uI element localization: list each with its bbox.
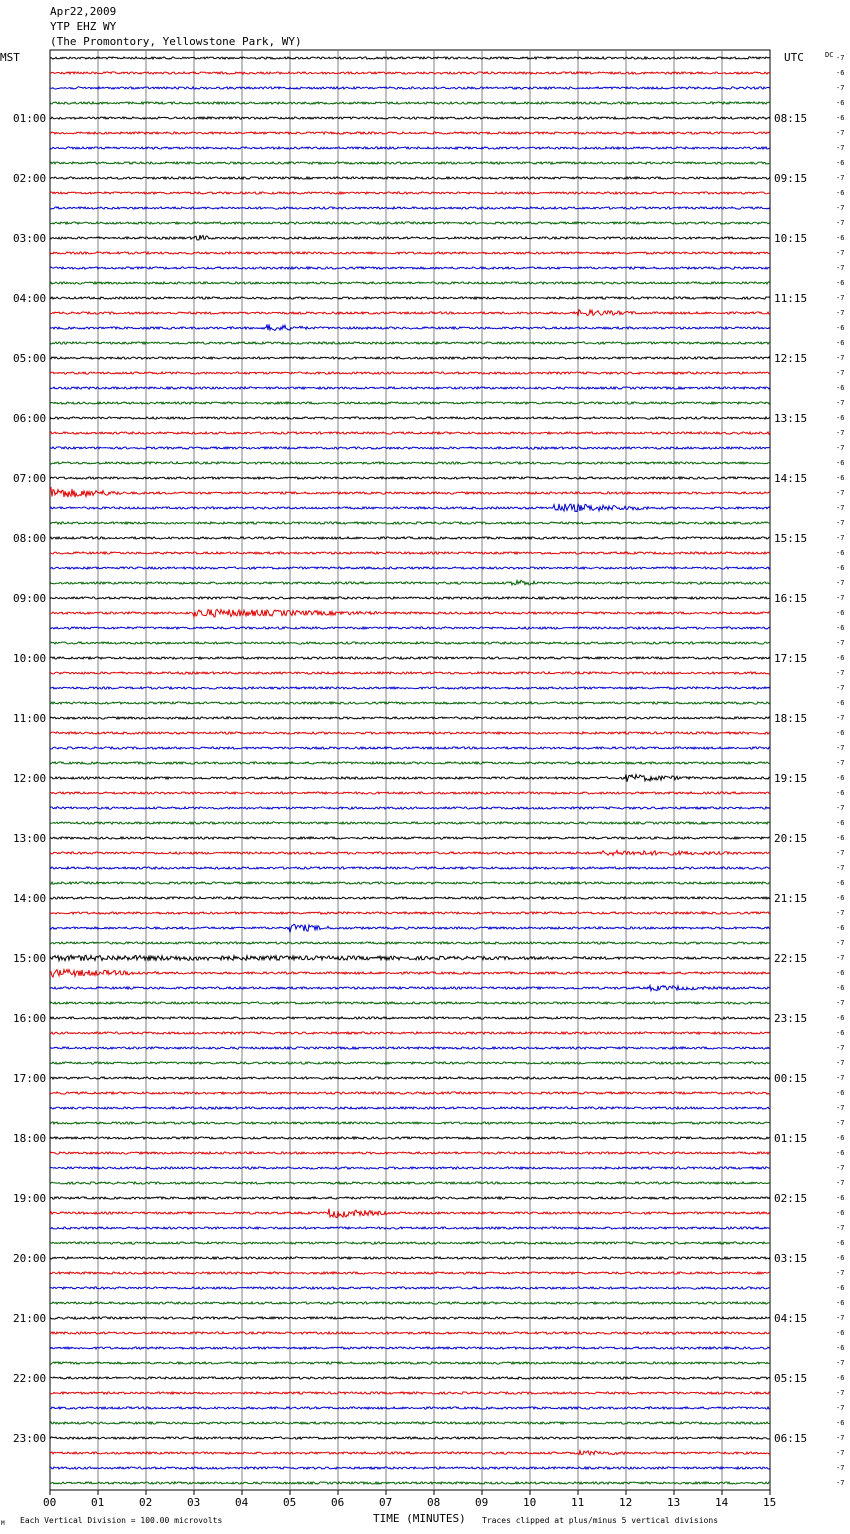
- seismic-trace: [50, 1332, 770, 1334]
- seismic-trace: [50, 642, 770, 644]
- x-tick-label: 13: [667, 1496, 681, 1509]
- left-time-labels: [13, 112, 46, 1445]
- dc-offset-label: -7: [836, 1044, 845, 1052]
- seismic-trace: [50, 882, 770, 884]
- dc-offset-label: -7: [836, 744, 845, 752]
- dc-offset-label: -7: [836, 519, 845, 527]
- dc-offset-label: -6: [836, 324, 845, 332]
- date-label: Apr22,2009: [50, 5, 117, 18]
- seismic-trace: [50, 102, 770, 104]
- mst-time-label: 19:00: [13, 1192, 47, 1205]
- dc-offset-label: -7: [836, 144, 845, 152]
- mst-time-label: 16:00: [13, 1012, 47, 1025]
- dc-offset-label: -6: [836, 234, 845, 242]
- seismic-trace: [50, 1437, 770, 1439]
- dc-offset-label: -6: [836, 1194, 845, 1202]
- seismic-trace: [50, 522, 770, 524]
- seismic-trace: [50, 357, 770, 359]
- seismic-trace: [50, 402, 770, 404]
- dc-offset-label: -7: [836, 639, 845, 647]
- dc-offset-label: -6: [836, 414, 845, 422]
- seismic-trace: [50, 310, 770, 316]
- utc-axis-label: UTC: [784, 51, 804, 64]
- seismic-trace: [50, 1122, 770, 1124]
- seismic-trace: [50, 324, 770, 330]
- dc-offset-label: -7: [836, 1164, 845, 1172]
- seismic-trace: [50, 1392, 770, 1394]
- seismic-trace: [50, 955, 770, 961]
- dc-offset-label: -6: [836, 1254, 845, 1262]
- utc-time-label: 14:15: [774, 472, 808, 485]
- dc-offset-label: -6: [836, 564, 845, 572]
- seismic-trace: [50, 1272, 770, 1274]
- seismic-trace: [50, 1152, 770, 1154]
- mst-time-label: 07:00: [13, 472, 47, 485]
- dc-offset-label: -6: [836, 609, 845, 617]
- dc-offset-label: -6: [836, 924, 845, 932]
- utc-time-label: 13:15: [774, 412, 808, 425]
- dc-offset-label: -7: [836, 804, 845, 812]
- dc-offset-label: -6: [836, 894, 845, 902]
- seismic-trace: [50, 537, 770, 539]
- mst-time-label: 02:00: [13, 172, 47, 185]
- dc-offset-label: -6: [836, 1419, 845, 1427]
- mst-time-label: 23:00: [13, 1432, 47, 1445]
- utc-time-label: 02:15: [774, 1192, 808, 1205]
- seismic-trace: [50, 1077, 770, 1079]
- x-tick-label: 02: [139, 1496, 153, 1509]
- seismic-trace: [50, 1362, 770, 1364]
- x-tick-label: 01: [91, 1496, 105, 1509]
- utc-time-label: 01:15: [774, 1132, 808, 1145]
- seismic-trace: [50, 1197, 770, 1199]
- utc-time-label: 05:15: [774, 1372, 808, 1385]
- dc-offset-label: -6: [836, 1329, 845, 1337]
- station-label: YTP EHZ WY: [50, 20, 117, 33]
- seismic-trace: [50, 477, 770, 479]
- seismic-trace: [50, 252, 770, 254]
- mst-time-label: 13:00: [13, 832, 47, 845]
- dc-offset-label: -7: [836, 759, 845, 767]
- dc-offset-label: -6: [836, 624, 845, 632]
- seismic-trace: [50, 672, 770, 674]
- dc-offset-label: -6: [836, 1014, 845, 1022]
- dc-offset-label: -7: [836, 204, 845, 212]
- seismic-trace: [50, 822, 770, 824]
- dc-offset-label: -7: [836, 1449, 845, 1457]
- x-tick-label: 05: [283, 1496, 297, 1509]
- seismic-trace: [50, 792, 770, 794]
- dc-offset-label: -6: [836, 1344, 845, 1352]
- seismic-trace: [50, 717, 770, 719]
- seismic-trace: [50, 1302, 770, 1304]
- dc-offset-label: -7: [836, 1479, 845, 1487]
- utc-time-label: 09:15: [774, 172, 808, 185]
- dc-offset-label: -7: [836, 1314, 845, 1322]
- utc-time-label: 21:15: [774, 892, 808, 905]
- utc-time-label: 10:15: [774, 232, 808, 245]
- utc-time-label: 12:15: [774, 352, 808, 365]
- corner-mark: M: [1, 1520, 5, 1527]
- seismic-trace: [50, 57, 770, 59]
- dc-offset-label: -7: [836, 594, 845, 602]
- seismic-trace: [50, 504, 770, 512]
- seismic-trace: [50, 1002, 770, 1004]
- dc-offset-label: -6: [836, 459, 845, 467]
- x-tick-label: 12: [619, 1496, 633, 1509]
- seismic-trace: [50, 222, 770, 224]
- dc-offset-label: -6: [836, 189, 845, 197]
- seismic-trace: [50, 1347, 770, 1349]
- mst-time-label: 14:00: [13, 892, 47, 905]
- seismic-trace: [50, 807, 770, 809]
- dc-offset-label: -6: [836, 789, 845, 797]
- seismic-trace: [50, 1407, 770, 1409]
- seismic-trace: [50, 1017, 770, 1019]
- seismic-trace: [50, 432, 770, 434]
- seismic-trace: [50, 867, 770, 869]
- seismic-trace: [50, 552, 770, 554]
- x-tick-label: 08: [427, 1496, 441, 1509]
- utc-time-label: 19:15: [774, 772, 808, 785]
- x-tick-label: 07: [379, 1496, 393, 1509]
- seismic-trace: [50, 1451, 770, 1455]
- mst-time-label: 20:00: [13, 1252, 47, 1265]
- scale-note: Each Vertical Division = 100.00 microvolts: [20, 1516, 223, 1525]
- dc-offset-label: -7: [836, 939, 845, 947]
- dc-offset-label: -7: [836, 849, 845, 857]
- seismic-trace: [50, 297, 770, 299]
- seismic-trace: [50, 1209, 770, 1218]
- mst-time-label: 22:00: [13, 1372, 47, 1385]
- x-tick-label: 00: [43, 1496, 57, 1509]
- dc-offset-label: -6: [836, 384, 845, 392]
- dc-offset-label: -7: [836, 129, 845, 137]
- seismic-trace: [50, 387, 770, 389]
- dc-offset-label: -6: [836, 114, 845, 122]
- seismic-trace: [50, 747, 770, 749]
- seismic-trace: [50, 235, 770, 240]
- seismic-trace: [50, 417, 770, 419]
- dc-offset-label: -7: [836, 909, 845, 917]
- utc-time-label: 06:15: [774, 1432, 808, 1445]
- seismic-trace: [50, 1287, 770, 1289]
- seismic-trace: [50, 488, 770, 497]
- seismic-trace: [50, 942, 770, 944]
- dc-offset-label: -7: [836, 354, 845, 362]
- dc-offset-label: -7: [836, 1104, 845, 1112]
- seismic-trace: [50, 1182, 770, 1184]
- dc-offset-label: -7: [836, 369, 845, 377]
- utc-time-label: 16:15: [774, 592, 808, 605]
- seismic-trace: [50, 567, 770, 569]
- dc-offset-label: -7: [836, 264, 845, 272]
- dc-offset-label: -7: [836, 1389, 845, 1397]
- dc-offset-label: -7: [836, 1224, 845, 1232]
- x-tick-label: 03: [187, 1496, 201, 1509]
- seismic-trace: [50, 897, 770, 899]
- location-label: (The Promontory, Yellowstone Park, WY): [50, 35, 302, 48]
- dc-offset-label: -7: [836, 714, 845, 722]
- x-tick-label: 04: [235, 1496, 249, 1509]
- dc-offset-label: -6: [836, 339, 845, 347]
- seismic-trace: [50, 372, 770, 374]
- utc-time-label: 08:15: [774, 112, 808, 125]
- seismic-trace: [50, 1377, 770, 1379]
- seismic-trace: [50, 1032, 770, 1034]
- dc-offset-label: -6: [836, 1149, 845, 1157]
- seismic-trace: [50, 657, 770, 659]
- seismic-trace: [50, 774, 770, 782]
- x-tick-label: 15: [763, 1496, 777, 1509]
- seismic-trace: [50, 1047, 770, 1049]
- seismic-trace: [50, 1257, 770, 1259]
- dc-offset-label: -6: [836, 1374, 845, 1382]
- dc-offset-label: -7: [836, 249, 845, 257]
- seismic-trace: [50, 1482, 770, 1484]
- seismic-trace: [50, 1467, 770, 1469]
- seismic-trace: [50, 1227, 770, 1229]
- mst-time-label: 10:00: [13, 652, 47, 665]
- seismic-trace: [50, 580, 770, 585]
- dc-offset-label: -7: [836, 1074, 845, 1082]
- dc-offset-label: -7: [836, 954, 845, 962]
- seismic-trace: [50, 147, 770, 149]
- seismic-trace: [50, 687, 770, 689]
- utc-time-label: 15:15: [774, 532, 808, 545]
- mst-time-label: 18:00: [13, 1132, 47, 1145]
- mst-time-label: 21:00: [13, 1312, 47, 1325]
- traces-layer: [50, 57, 770, 1484]
- dc-offset-label: -6: [836, 819, 845, 827]
- dc-offset-label: -6: [836, 654, 845, 662]
- dc-offset-label: -7: [836, 579, 845, 587]
- clip-note: Traces clipped at plus/minus 5 vertical divisions: [482, 1516, 719, 1525]
- dc-offset-label: -6: [836, 474, 845, 482]
- mst-time-label: 06:00: [13, 412, 47, 425]
- seismic-trace: [50, 72, 770, 74]
- dc-offset-label: -6: [836, 159, 845, 167]
- seismic-trace: [50, 342, 770, 344]
- dc-offset-label: -6: [836, 834, 845, 842]
- seismic-trace: [50, 1062, 770, 1064]
- x-tick-label: 14: [715, 1496, 729, 1509]
- dc-offset-label: -7: [836, 1269, 845, 1277]
- seismic-trace: [50, 192, 770, 194]
- dc-offset-labels: [836, 54, 844, 1487]
- dc-offset-label: -7: [836, 1179, 845, 1187]
- dc-offset-label: -7: [836, 1404, 845, 1412]
- seismic-trace: [50, 267, 770, 269]
- dc-offset-label: -7: [836, 219, 845, 227]
- seismic-trace: [50, 970, 770, 978]
- x-tick-label: 09: [475, 1496, 489, 1509]
- seismic-trace: [50, 162, 770, 164]
- mst-time-label: 12:00: [13, 772, 47, 785]
- utc-time-label: 22:15: [774, 952, 808, 965]
- utc-time-label: 18:15: [774, 712, 808, 725]
- mst-time-label: 15:00: [13, 952, 47, 965]
- mst-time-label: 01:00: [13, 112, 47, 125]
- dc-offset-label: -6: [836, 699, 845, 707]
- dc-offset-label: -7: [836, 309, 845, 317]
- seismic-trace: [50, 1242, 770, 1244]
- dc-offset-label: -6: [836, 1284, 845, 1292]
- dc-offset-label: -7: [836, 429, 845, 437]
- seismic-trace: [50, 1137, 770, 1139]
- dc-offset-label: -6: [836, 1134, 845, 1142]
- seismic-trace: [50, 924, 770, 932]
- seismic-trace: [50, 447, 770, 449]
- seismic-trace: [50, 1107, 770, 1109]
- dc-offset-label: -7: [836, 669, 845, 677]
- utc-time-label: 11:15: [774, 292, 808, 305]
- dc-offset-label: -7: [836, 294, 845, 302]
- dc-offset-label: -6: [836, 1029, 845, 1037]
- seismic-trace: [50, 986, 770, 991]
- seismic-trace: [50, 837, 770, 839]
- dc-offset-label: -6: [836, 879, 845, 887]
- seismic-trace: [50, 850, 770, 855]
- x-axis: [43, 1490, 776, 1509]
- dc-offset-label: -7: [836, 864, 845, 872]
- seismic-trace: [50, 117, 770, 119]
- seismic-trace: [50, 462, 770, 464]
- seismic-trace: [50, 207, 770, 209]
- mst-time-label: 09:00: [13, 592, 47, 605]
- dc-offset-label: -7: [836, 1434, 845, 1442]
- dc-offset-label: -6: [836, 969, 845, 977]
- seismic-trace: [50, 1317, 770, 1319]
- dc-offset-label: -7: [836, 489, 845, 497]
- x-tick-label: 06: [331, 1496, 345, 1509]
- seismic-trace: [50, 762, 770, 764]
- utc-time-label: 20:15: [774, 832, 808, 845]
- utc-time-label: 03:15: [774, 1252, 808, 1265]
- dc-offset-label: -6: [836, 1089, 845, 1097]
- dc-offset-label: -7: [836, 1059, 845, 1067]
- dc-offset-label: -6: [836, 774, 845, 782]
- dc-offset-label: -7: [836, 399, 845, 407]
- seismic-trace: [50, 177, 770, 179]
- mst-time-label: 08:00: [13, 532, 47, 545]
- seismic-trace: [50, 912, 770, 914]
- dc-offset-label: -7: [836, 174, 845, 182]
- dc-offset-label: -6: [836, 1239, 845, 1247]
- dc-offset-label: -6: [836, 69, 845, 77]
- dc-offset-label: -7: [836, 534, 845, 542]
- dc-offset-label: -7: [836, 84, 845, 92]
- seismic-trace: [50, 87, 770, 89]
- seismic-trace: [50, 1167, 770, 1169]
- mst-time-label: 17:00: [13, 1072, 47, 1085]
- dc-offset-label: -7: [836, 684, 845, 692]
- dc-offset-label: -7: [836, 54, 845, 62]
- x-tick-label: 10: [523, 1496, 537, 1509]
- seismic-trace: [50, 282, 770, 284]
- seismic-trace: [50, 702, 770, 704]
- utc-time-label: 00:15: [774, 1072, 808, 1085]
- seismic-trace: [50, 132, 770, 134]
- dc-offset-label: -7: [836, 1359, 845, 1367]
- right-time-labels: [774, 112, 807, 1445]
- seismic-trace: [50, 1092, 770, 1094]
- utc-time-label: 17:15: [774, 652, 808, 665]
- dc-label: DC: [825, 51, 834, 59]
- seismic-trace: [50, 597, 770, 599]
- seismic-trace: [50, 732, 770, 734]
- dc-offset-label: -6: [836, 1299, 845, 1307]
- dc-offset-label: -7: [836, 999, 845, 1007]
- seismic-trace: [50, 1422, 770, 1424]
- dc-offset-label: -6: [836, 984, 845, 992]
- dc-offset-label: -6: [836, 99, 845, 107]
- x-tick-label: 11: [571, 1496, 585, 1509]
- utc-time-label: 23:15: [774, 1012, 808, 1025]
- mst-time-label: 03:00: [13, 232, 47, 245]
- dc-offset-label: -6: [836, 729, 845, 737]
- utc-time-label: 04:15: [774, 1312, 808, 1325]
- dc-offset-label: -7: [836, 444, 845, 452]
- dc-offset-label: -6: [836, 1209, 845, 1217]
- x-axis-title: TIME (MINUTES): [373, 1512, 466, 1525]
- mst-time-label: 11:00: [13, 712, 47, 725]
- dc-offset-label: -6: [836, 279, 845, 287]
- dc-offset-label: -6: [836, 549, 845, 557]
- mst-time-label: 04:00: [13, 292, 47, 305]
- dc-offset-label: -7: [836, 1119, 845, 1127]
- mst-axis-label: MST: [0, 51, 20, 64]
- seismic-trace: [50, 609, 770, 617]
- seismic-trace: [50, 627, 770, 629]
- mst-time-label: 05:00: [13, 352, 47, 365]
- dc-offset-label: -7: [836, 1464, 845, 1472]
- dc-offset-label: -7: [836, 504, 845, 512]
